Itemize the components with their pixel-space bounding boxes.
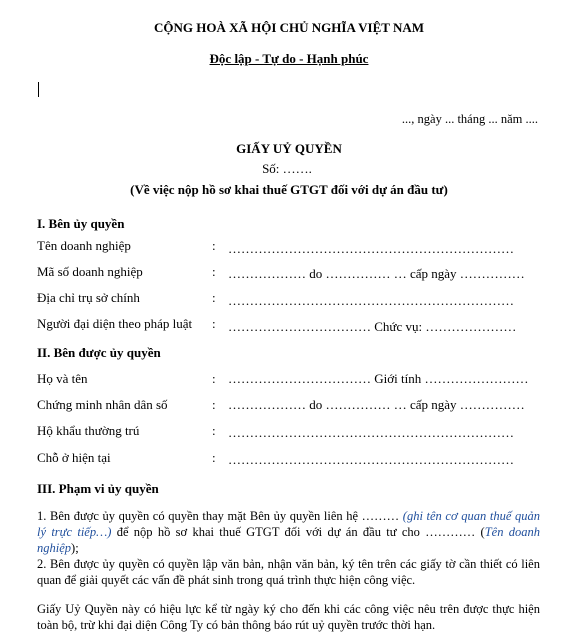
- scope-placeholder-company: Tên doanh nghiệp: [37, 525, 540, 555]
- section-2-heading: II. Bên được ủy quyền: [37, 345, 161, 360]
- field-label: Họ và tên: [37, 371, 88, 386]
- field-value: ……………… do …………… … cấp ngày ……………: [228, 266, 525, 281]
- scope-text: 1. Bên được ủy quyền có quyền thay mặt Bên ủy quyền liên hệ ………: [37, 509, 403, 523]
- field-colon: :: [212, 316, 216, 331]
- field-colon: :: [212, 264, 216, 279]
- section-1-heading: I. Bên ủy quyền: [37, 216, 125, 231]
- field-label: Hộ khẩu thường trú: [37, 423, 140, 438]
- field-label: Mã số doanh nghiệp: [37, 264, 143, 279]
- field-label: Địa chỉ trụ sở chính: [37, 290, 140, 305]
- section-3-heading: III. Phạm vi ủy quyền: [37, 481, 159, 496]
- country-heading: CỘNG HOÀ XÃ HỘI CHỦ NGHĨA VIỆT NAM: [153, 20, 425, 35]
- scope-paragraph-2: 2. Bên được ủy quyền có quyền lập văn bản, nhận văn bản, ký tên trên các giấy tờ cần thiết có liên quan để giải quyết các vấn đề phát sinh trong quá trình thực hiện công việc.: [37, 557, 540, 587]
- field-colon: :: [212, 290, 216, 305]
- document-number: Số: …….: [262, 161, 312, 176]
- motto-heading: Độc lập - Tự do - Hạnh phúc: [209, 51, 369, 66]
- document-subject: (Về việc nộp hồ sơ khai thuế GTGT đối với dự án đầu tư): [130, 182, 448, 197]
- field-label: Tên doanh nghiệp: [37, 238, 131, 253]
- validity-paragraph: Giấy Uỷ Quyền này có hiệu lực kể từ ngày ký cho đến khi các công việc nêu trên được thực hiện toàn bộ, trừ khi đại diện Công Ty có bản thông báo rút uỷ quyền trước thời hạn.: [37, 602, 540, 632]
- field-label: Người đại diện theo pháp luật: [37, 316, 193, 331]
- field-colon: :: [212, 397, 216, 412]
- document-title: GIẤY UỶ QUYỀN: [236, 141, 342, 156]
- scope-paragraph-1: [37, 508, 540, 556]
- scope-placeholder-tax-office: (ghi tên cơ quan thuế quản lý trực tiếp…): [37, 509, 540, 539]
- scope-text: để nộp hồ sơ khai thuế GTGT đối với dự án đầu tư cho ………… (: [111, 525, 485, 539]
- field-value: …………………………………………………………: [228, 425, 514, 440]
- field-colon: :: [212, 371, 216, 386]
- scope-text: );: [71, 541, 79, 555]
- field-value: …………………………… Chức vụ: …………………: [228, 319, 517, 334]
- field-label: Chỗ ở hiện tại: [37, 450, 111, 465]
- field-value: ……………… do …………… … cấp ngày ……………: [228, 397, 525, 412]
- text-cursor: [38, 82, 39, 97]
- field-colon: :: [212, 450, 216, 465]
- field-colon: :: [212, 423, 216, 438]
- field-colon: :: [212, 238, 216, 253]
- field-value: …………………………………………………………: [228, 452, 514, 467]
- field-value: …………………………… Giới tính ……………………: [228, 371, 529, 386]
- field-label: Chứng minh nhân dân số: [37, 397, 168, 412]
- date-line: ..., ngày ... tháng ... năm ....: [401, 112, 538, 126]
- field-value: …………………………………………………………: [228, 293, 514, 308]
- field-value: …………………………………………………………: [228, 241, 514, 256]
